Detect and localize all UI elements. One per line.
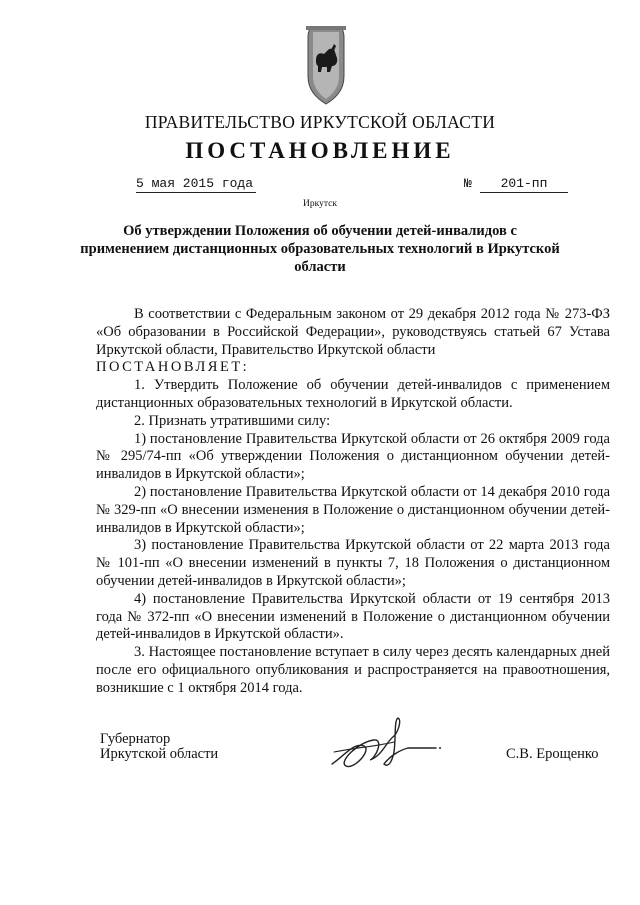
item-1: 1. Утвердить Положение об обучении детей-инвалидов с применением дистанционных образовательных технологий в Иркутской области. <box>96 377 610 411</box>
item-2-4: 4) постановление Правительства Иркутской области от 19 сентября 2013 года № 372-пп «О внесении изменений в Положение о дистанционном обучении детей-инвалидов в Иркутской области». <box>96 590 610 643</box>
document-city: Иркутск <box>303 199 337 209</box>
document-body <box>96 306 610 698</box>
number-sign: № <box>464 176 472 191</box>
document-date: 5 мая 2015 года <box>136 176 256 193</box>
document-type: ПОСТАНОВЛЕНИЕ <box>185 138 455 163</box>
item-2-3: 3) постановление Правительства Иркутской области от 22 марта 2013 года № 101-пп «О внесении изменений в пункты 7, 18 Положения о дистанционном обучении детей-инвалидов в Иркутской области»; <box>96 537 610 589</box>
organization-name: ПРАВИТЕЛЬСТВО ИРКУТСКОЙ ОБЛАСТИ <box>144 112 496 132</box>
item-2-1: 1) постановление Правительства Иркутской области от 26 октября 2009 года № 295/74-пп «Об утверждении Положения о дистанционном обучении детей-инвалидов в Иркутской области»; <box>96 430 610 483</box>
document-title: Об утверждении Положения об обучении детей-инвалидов с применением дистанционных образовательных технологий в Иркутской области <box>80 223 560 275</box>
item-2: 2. Признать утратившими силу: <box>134 412 331 429</box>
decree-word: ПОСТАНОВЛЯЕТ: <box>96 359 250 376</box>
signatory-title-line-1: Губернатор <box>100 731 171 747</box>
intro-paragraph: В соответствии с Федеральным законом от 29 декабря 2012 года № 273-ФЗ «Об образовании в Российской Федерации», руководствуясь статьей 67 Устава Иркутской области, Правительство Иркутской области <box>96 306 610 358</box>
coat-of-arms-emblem <box>300 24 352 108</box>
item-2-2: 2) постановление Правительства Иркутской области от 14 декабря 2010 года № 329-пп «О внесении изменения в Положение о дистанционном обучении детей-инвалидов в Иркутской области»; <box>96 483 610 536</box>
signatory-title <box>100 732 218 762</box>
signatory-title-line-2: Иркутской области <box>100 746 219 762</box>
signatory-name: С.В. Ерощенко <box>506 746 599 762</box>
item-3: 3. Настоящее постановление вступает в силу через десять календарных дней после его официального опубликования и распространяется на правоотношения, возникшие с 1 октября 2014 года. <box>96 644 610 696</box>
handwritten-signature <box>324 712 444 782</box>
document-number: 201-пп <box>480 176 568 193</box>
